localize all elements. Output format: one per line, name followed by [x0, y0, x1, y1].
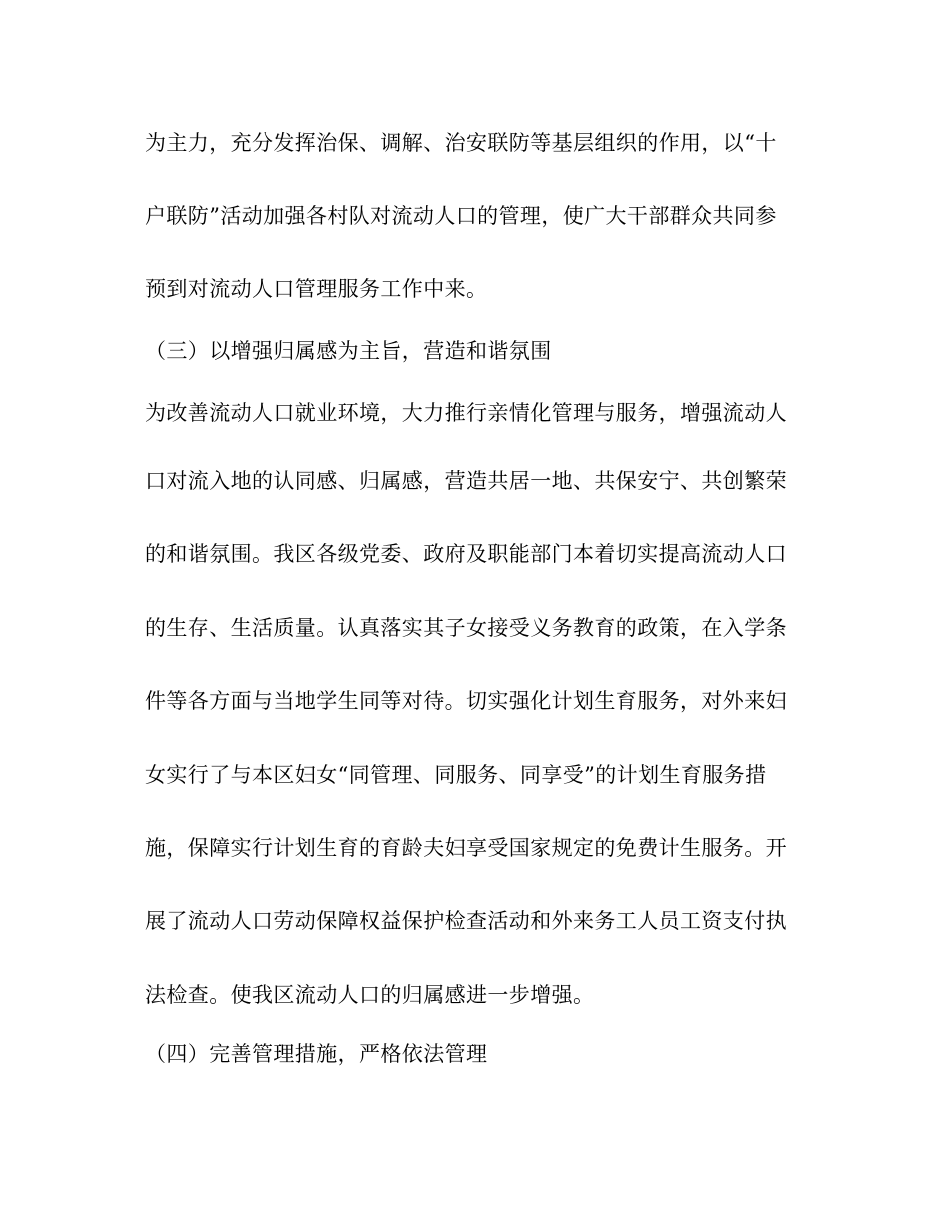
paragraph-line: 件等各方面与当地学生同等对待。切实强化计划生育服务，对外来妇 [145, 689, 787, 713]
paragraph-line: 为主力，充分发挥治保、调解、治安联防等基层组织的作用，以“十 [145, 131, 777, 155]
paragraph-line: 女实行了与本区妇女“同管理、同服务、同享受”的计划生育服务措 [145, 763, 767, 787]
paragraph-line: 施，保障实行计划生育的育龄夫妇享受国家规定的免费计生服务。开 [145, 836, 787, 860]
section-heading-3: （三）以增强归属感为主旨，营造和谐氛围 [145, 339, 552, 363]
paragraph-line: 的生存、生活质量。认真落实其子女接受义务教育的政策，在入学条 [145, 616, 787, 640]
paragraph-line: 展了流动人口劳动保障权益保护检查活动和外来务工人员工资支付执 [145, 909, 787, 933]
paragraph-line: 的和谐氛围。我区各级党委、政府及职能部门本着切实提高流动人口 [145, 542, 787, 566]
paragraph-line: 口对流入地的认同感、归属感，营造共居一地、共保安宁、共创繁荣 [145, 469, 787, 493]
paragraph-line: 法检查。使我区流动人口的归属感进一步增强。 [145, 983, 595, 1007]
paragraph-line: 户联防”活动加强各村队对流动人口的管理，使广大干部群众共同参 [145, 204, 777, 228]
paragraph-line: 为改善流动人口就业环境，大力推行亲情化管理与服务，增强流动人 [145, 401, 787, 425]
section-heading-4: （四）完善管理措施，严格依法管理 [145, 1042, 488, 1066]
paragraph-line: 预到对流动人口管理服务工作中来。 [145, 277, 488, 301]
